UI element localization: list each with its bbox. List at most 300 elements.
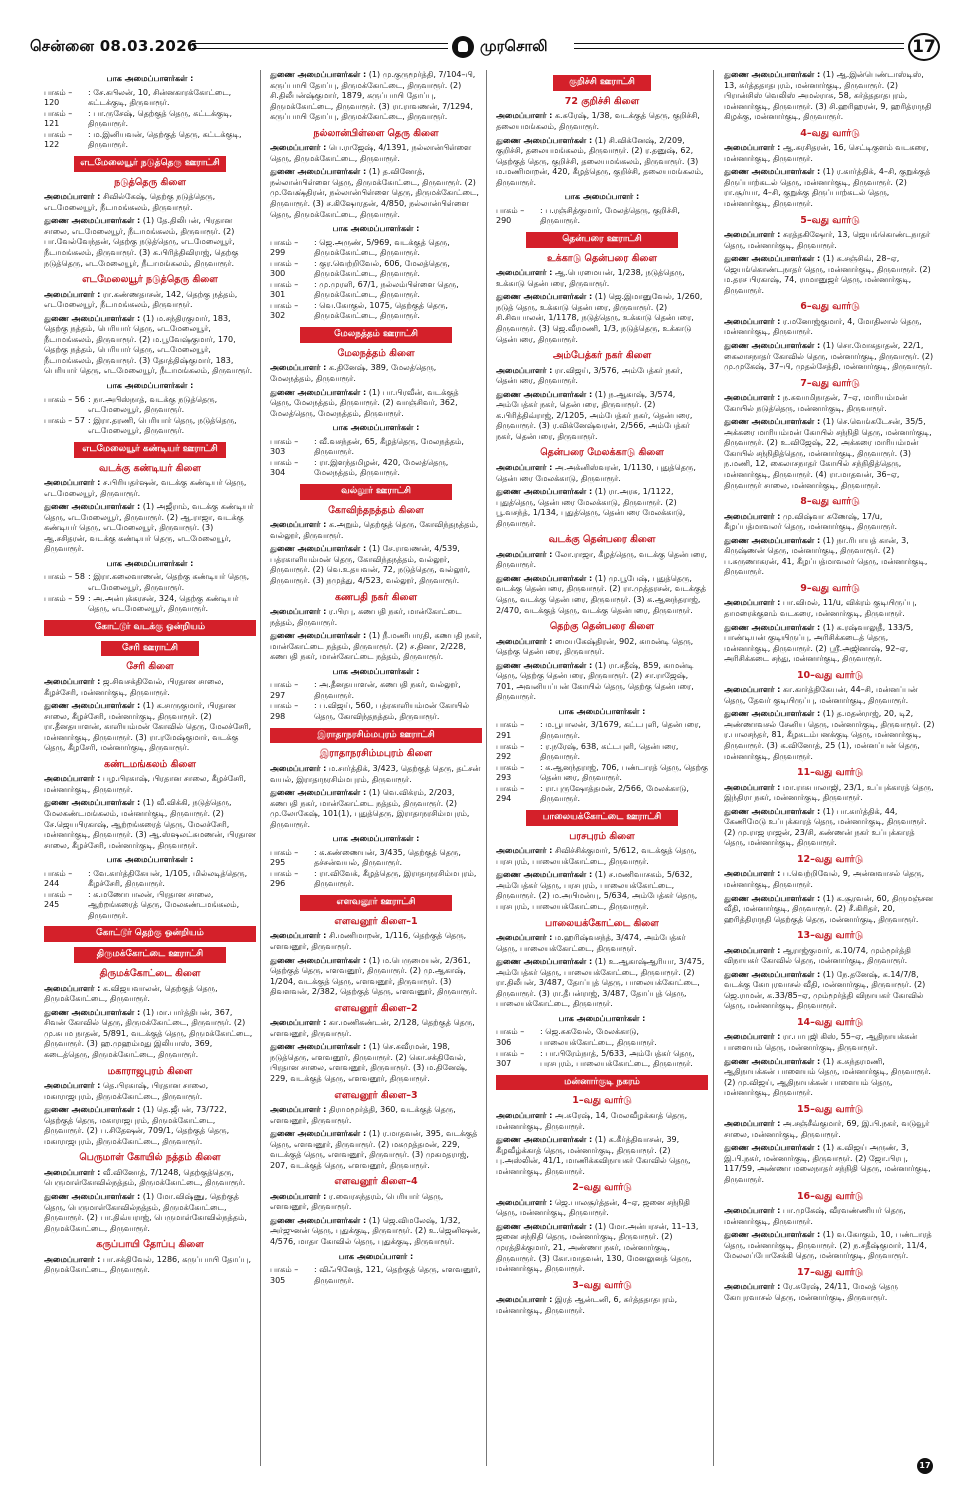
member-details: அ.சுரேஷ், 14, மேலவீழக்காத் தெரு, மன்னார்குடி, திருவாரூர்.: [496, 1111, 688, 1131]
member-entry: [724, 1230, 936, 1262]
booth-details: : அ.அன்புக்கரசன், 324, தெற்கு கண்டியர் தெரு, எடமேலையூர், திருவாரூர்.: [88, 593, 239, 614]
member-entry: [44, 478, 256, 499]
role-label: அமைப்பாளர் :: [496, 268, 553, 278]
member-details: (1) வெ.விக்ரம், 2/203, கணபதி நகர், மான்கோட்டை நத்தம், திருவாரூர். (2) மு.லோகேஷ், 101(1), புதுத்தெரு, இராதாநரசிம்மபுரம், திருவாரூர்.: [270, 788, 470, 829]
section-banner: கோட்டூர் தெற்கு ஒன்றியம்: [44, 926, 256, 942]
member-details: கா.கார்த்திகேயன், 44–சி, மன்னப்பன் தெரு, தேவர் குடியிருப்பு, மன்னார்குடி, திருவாரூர்.: [724, 685, 918, 705]
section-banner: குறிச்சி ஊராட்சி: [553, 75, 651, 91]
member-details: ர.வைரசுந்தரம், பெரியார் தெரு, எளவனூர், திருவாரூர்.: [270, 1191, 444, 1212]
branch-heading: 2–வது வார்டு: [572, 1182, 632, 1194]
booth-entry: [270, 1265, 482, 1286]
branch-heading: 8–வது வார்டு: [800, 496, 860, 508]
role-label: அமைப்பாளர் :: [724, 1282, 781, 1292]
member-details: க.அறும், தெற்குத் தெரு, கோவிந்தநத்தம், வல்லூர், திருவாரூர்.: [270, 520, 479, 540]
masthead-rule-left: [192, 43, 448, 49]
role-label: அமைப்பாளர் :: [724, 316, 781, 326]
member-entry: [496, 292, 708, 345]
subsection-label: பாக அமைப்பாளர்கள் :: [332, 224, 420, 234]
member-entry: [270, 788, 482, 830]
member-details: (1) தே.திலிபன், பிரதான சாலை, எடமேலையூர், நீடாமங்கலம், திருவாரூர். (2) பா.வேல்வேந்தன், தெற்கு நடுத்தெரு, எடமேலையூர், நீடாமங்கலம், திருவாரூர். (3) க.பிரித்திவிராஜ், தெற்கு நடுத்தெரு, எடமேலையூர், நீடாமங்கலம், திருவாரூர்.: [44, 216, 239, 268]
member-entry: [270, 631, 482, 663]
booth-number: பாகம் – 298: [270, 701, 299, 722]
booth-entry: [44, 109, 256, 130]
branch-heading: நடுத்தெரு கிளை: [114, 176, 186, 188]
member-details: ர.பிரபு, கணபதி நகர், மான்கோட்டை நத்தம், திருவாரூர்.: [270, 607, 462, 627]
booth-number: பாகம் – 120: [44, 87, 73, 108]
member-details: க.தினேஷ், 389, மேலத்தெரு, மேலநத்தம், திருவாரூர்.: [270, 363, 437, 383]
member-details: (1) மு.பூபேஷ், புதுத்தெரு, வடக்கு தென்பரை, திருவாரூர். (2) ரா.முத்தரசன், வடக்குத் தெரு, வடக்கு தென்பரை, திருவாரூர். (3) க.ஆனந்தராஜ், 2/470, வடக்குத் தெரு, வடக்கு தென்பரை, திருவாரூர்.: [496, 573, 707, 615]
booth-entry: [44, 395, 256, 416]
member-details: ஜ.சிவசக்திவேல், பிரதான சாலை, கீழச்சேரி, மன்னார்குடி, திருவாரூர்.: [44, 676, 224, 697]
role-label: துணை அமைப்பாளர்கள் :: [44, 313, 141, 323]
member-entry: [724, 1282, 936, 1303]
member-details: பா.சக்திவேல், 1286, கருப்பாயி தோப்பு, திருமக்கோட்டை, திருவாரூர்.: [44, 1254, 252, 1275]
member-details: (1) சி.விக்னேஷ், 2/209, குறிச்சி, தலையமங்கலம், திருவாரூர். (2) ர.தனுஷ், 62, தெற்குத் தெரு, குறிச்சி, தலையமங்கலம், திருவாரூர். (3) ம.மணிமாறன், 420, கீழத்தெரு, குறிச்சி, தலையமங்கலம், திருவாரூர்.: [496, 135, 704, 187]
section-banner: சேரி ஊராட்சி: [101, 641, 199, 657]
member-entry: [44, 1255, 256, 1276]
booth-number: பாகம் – 297: [270, 680, 299, 700]
booth-details: : நா.அபிஸ்நாத், வடக்கு நடுத்தெரு, எடமேலையூர், திருவாரூர்.: [88, 394, 218, 415]
role-label: அமைப்பாளர் :: [270, 607, 327, 617]
booth-details: : பா.ருசேஷ், தெற்குத் தெரு, கட்டக்குடி, திருவாரூர்.: [88, 108, 233, 129]
branch-heading: 5–வது வார்டு: [800, 214, 860, 226]
role-label: அமைப்பாளர் :: [496, 933, 553, 943]
branch-heading: வடக்கு கண்டியர் கிளை: [99, 462, 201, 474]
role-label: அமைப்பாளர் :: [724, 869, 781, 879]
member-details: (1) க.ரஷ்வாலுதீ, 133/5, பாண்டியன் குடியிருப்பு, அரிசிக்கடைத் தெரு, மன்னார்குடி, திருவாரூர். (2) ஸ்ரீ.அஜினாஷ், 92–ஏ, அரிசிக்கடை சந்து, மன்னார்குடி, திருவாரூர்.: [724, 622, 914, 664]
booth-entry: [270, 848, 482, 869]
booth-details: : வீ.வசந்தன், 65, கீழத்தெரு, மேலநத்தம், திருவாரூர்.: [314, 436, 464, 457]
member-details: சிவிச்சிக்குமார், 5/612, வடக்குத் தெரு, பரசபுரம், பாலையக்கோட்டை, திருவாரூர்.: [496, 846, 697, 866]
booth-number: பாகம் – 244: [44, 868, 73, 889]
booth-number: பாகம் – 306: [496, 1027, 525, 1047]
booth-entry: [44, 572, 256, 593]
branch-heading: 14–வது வார்டு: [796, 1016, 864, 1028]
role-label: அமைப்பாளர் :: [496, 1295, 553, 1305]
member-entry: [44, 290, 256, 311]
member-details: (1) க.சுந்தரமணி, ஆதிநாயக்கன் பாளையம் தெரு, மன்னார்குடி, திருவாரூர். (2) மு.விஜய், ஆதிநாயக்கன் பாளையம் தெரு, மன்னார்குடி, திருவாரூர்.: [724, 1056, 931, 1098]
member-details: சிவில்கேஷ், தெற்கு நடுத்தெரு, எடமேலையூர், நீடாமங்கலம், திருவாரூர்.: [44, 192, 216, 212]
role-label: துணை அமைப்பாளர்கள் :: [270, 70, 367, 79]
member-details: (1) சே.ராவணன், 4/539, பத்ரகாளியம்மன் தெரு, கோவிந்தநத்தம், வல்லூர், திருவாரூர். (2) வெ.உதயவன், 72, நடுத்தெரு, வல்லூர், திருவாரூர். (3) நமுத்து, 4/523, வல்லூர், திருவாரூர்.: [270, 544, 471, 586]
member-details: (1) ஜெ.இமானுவேல், 1/260, நடுத் தெரு, உக்காடு தென்பரை, திருவாரூர். (2) சி.சிவபாலன், 1/1178, நடுத்தெரு, உக்காடு தென்பரை, திருவாரூர். (3) ஜெ.வீரமணி, 1/3, நடுத்தெரு, உக்காடு தென்பரை, திருவாரூர்.: [496, 292, 703, 344]
member-entry: [270, 167, 482, 220]
role-label: அமைப்பாளர் :: [44, 1167, 101, 1177]
subsection-label: பாக அமைப்பாளர்கள் :: [332, 666, 420, 676]
member-entry: [270, 70, 482, 123]
member-entry: [496, 1135, 708, 1177]
section-banner: மேலநத்தம் ஊராட்சி: [300, 327, 453, 343]
booth-details: : ப.ரஞ்சித்குமார், மேலத்தெரு, குறிச்சி, திருவாரூர்.: [540, 205, 680, 226]
member-details: சி.மணிமாறன், 1/116, தெற்குத் தெரு, எளவனூர், திருவாரூர்.: [270, 931, 467, 951]
booth-entry: [496, 763, 708, 784]
section-banner: மன்னார்குடி நகரம்: [496, 1075, 708, 1091]
section-banner: வல்லூர் ஊராட்சி: [300, 484, 453, 500]
branch-heading: கோவிந்தநத்தம் கிளை: [328, 504, 424, 516]
role-label: துணை அமைப்பாளர்கள் :: [44, 798, 141, 808]
member-entry: [496, 933, 708, 954]
member-details: வீ.வினோத், 7/1248, தெற்குத்தெரு, பெருமாள்கோவில்நத்தம், திருமக்கோட்டை, திருவாரூர்.: [44, 1167, 246, 1188]
booth-entry: [270, 280, 482, 301]
member-entry: [270, 520, 482, 541]
role-label: துணை அமைப்பாளர்கள் :: [724, 417, 821, 427]
member-entry: [496, 870, 708, 912]
booth-details: : ஜெ.சுகவேல், மேலக்காடு, பாலையக்கோட்டை, திருவாரூர்.: [540, 1027, 657, 1047]
booth-number: பாகம் – 304: [270, 457, 299, 478]
subsection-label: பாக அமைப்பாளர்கள் :: [332, 423, 420, 433]
booth-details: : சே.கபிலன், 10, சின்னகாரக்கோட்டை, கட்டக்குடி, திருவாரூர்.: [88, 87, 232, 108]
booth-entry: [270, 869, 482, 890]
member-details: (1) செ.சுவீரமன், 198, நடுத்தெரு, எளவனூர், திருவாரூர். (2) கொ.சக்திவேல், பிரதான சாலை, எளவனூர், திருவாரூர். (3) ம.தினேஷ், 229, வடக்குத் தெரு, எளவனூர், திருவாரூர்.: [270, 1042, 468, 1083]
booth-number: பாகம் – 56: [44, 394, 85, 404]
member-entry: [44, 701, 256, 754]
role-label: அமைப்பாளர் :: [270, 520, 327, 530]
role-label: துணை அமைப்பாளர்கள் :: [270, 544, 367, 554]
booth-number: பாகம் – 299: [270, 237, 299, 258]
booth-number: பாகம் – 245: [44, 889, 73, 910]
branch-heading: மகாராஜபுரம் கிளை: [107, 1065, 193, 1077]
member-details: (1) ர.கார்த்திக், 4–சி, குறுக்குத் திருப்பாற்கடல் தெரு, மன்னார்குடி, திருவாரூர். (2) ரா.சூர்யா, 4–சி, குறுக்கு திருப்பாற்கடல் தெரு, மன்னார்குடி, திருவாரூர்.: [724, 167, 931, 208]
branch-heading: தென்பரை மேலக்காடு கிளை: [540, 447, 664, 459]
branch-heading: எடமேலையூர் நடுத்தெரு கிளை: [82, 274, 218, 286]
member-details: மா.ராசுபாலாஜி, 23/1, உப்புக்காரத் தெரு, இந்திரா நகர், மன்னார்குடி, திருவாரூர்.: [724, 782, 934, 803]
booth-number: பாகம் – 301: [270, 279, 299, 300]
member-details: பழ.பிரகாஷ், பிரதான சாலை, கீழச்சேரி, மன்னார்குடி, திருவாரூர்.: [44, 774, 247, 794]
member-entry: [270, 1042, 482, 1084]
section-banner: எடமேலையூர் நடுத்தெரு ஊராட்சி: [74, 156, 227, 172]
member-details: க.விஜயவாலன், தெற்குத் தெரு, திருமக்கோட்டை, திருவாரூர்.: [44, 983, 218, 1004]
member-details: சுரத்தகிஷோர், 13, ஜெயங்கொண்டநாதர் தெரு, மன்னார்குடி, திருவாரூர்.: [724, 230, 931, 250]
member-entry: [496, 550, 708, 571]
booth-entry: [44, 130, 256, 151]
booth-details: : இரா.கலைவாணன், தெற்கு கண்டியர் தெரு, எடமேலையூர், திருவாரூர்.: [88, 572, 250, 593]
booth-number: பாகம் – 292: [496, 741, 525, 762]
role-label: அமைப்பாளர் :: [270, 1018, 327, 1028]
booth-number: பாகம் – 291: [496, 720, 525, 740]
role-label: துணை அமைப்பாளர்கள் :: [496, 1221, 593, 1231]
booth-entry: [270, 701, 482, 722]
member-details: ர.மனோஜ்குமார், 4, மோதிலால் தெரு, மன்னார்குடி, திருவாரூர்.: [724, 316, 922, 337]
booth-entry: [44, 594, 256, 615]
member-details: (1) நா.ரிபாயத் கான், 3, கிருஷ்ணன் தெரு, மன்னார்குடி, திருவாரூர். (2) ப.சுருணாகரன், 41, கீழப்பத்மாவலர் தெரு, மன்னார்குடி, திருவாரூர்.: [724, 535, 928, 577]
booth-entry: [270, 301, 482, 322]
subsection-label: பாக அமைப்பாளர் :: [338, 1251, 414, 1261]
member-details: ரா.பாபுஜி கிஸ், 55–ஏ, ஆதிநாயக்கன் பாளையம் தெரு, மன்னார்குடி, திருவாரூர்.: [724, 1032, 918, 1053]
booth-entry: [496, 742, 708, 763]
member-entry: [270, 1192, 482, 1213]
member-details: ப.வெற்றிவேல், 9, அன்னவாசல் தெரு, மன்னார்குடி, திருவாரூர்.: [724, 869, 925, 889]
booth-entry: [270, 437, 482, 458]
member-entry: [496, 661, 708, 703]
subsection-label: பாக அமைப்பாளர்கள் :: [558, 1013, 646, 1023]
role-label: அமைப்பாளர் :: [496, 846, 553, 856]
branch-heading: 1–வது வார்டு: [572, 1095, 632, 1107]
subsection-label: பாக அமைப்பாளர்கள் :: [106, 380, 194, 390]
booth-details: : மு.முரளி, 67/1, நல்லம்பிள்ளை தெரு, திருமக்கோட்டை, திருவாரூர்.: [314, 279, 459, 300]
branch-heading: கணபதி நகர் கிளை: [334, 591, 418, 603]
member-details: ந.சுவாமிநாதன், 7–ஏ, மாரியம்மன் கோயில் நடுத்தெரு, மன்னார்குடி, திருவாரூர்.: [724, 393, 908, 413]
booth-number: பாகம் – 121: [44, 108, 73, 129]
member-entry: [44, 1008, 256, 1061]
member-details: (1) நே.தனேஷ், க.14/7/8, வடக்கு கோபுரவாசல் வீதி, மன்னார்குடி, திருவாரூர். (2) ஜெ.ராமன், க.33/85–ஏ, மும்மூர்த்தி விநாயகர் கோவில் தெரு, மன்னார்குடி, திருவாரூர்.: [724, 969, 926, 1011]
member-entry: [270, 764, 482, 785]
role-label: அமைப்பாளர் :: [44, 983, 101, 993]
booth-number: பாகம் – 303: [270, 436, 299, 457]
role-label: துணை அமைப்பாளர்கள் :: [270, 1129, 367, 1139]
booth-details: : க.மணோபாலன், பிரதான சாலை, ஆற்றங்கரைத் தெரு, மேலகண்டமங்கலம், திருவாரூர்.: [88, 889, 240, 920]
branch-heading: நல்லான்பிள்ளை தெரு கிளை: [313, 127, 439, 139]
member-details: (1) ரா.அரசு, 1/1122, புதுத்தெரு, தென்பரை மேலக்காடு, திருவாரூர். (2) பூ.வசந்த், 1/134, புதுத்தெரு, தென்பரை மேலக்காடு, திருவாரூர்.: [496, 487, 686, 528]
role-label: அமைப்பாளர் :: [724, 1119, 781, 1129]
member-entry: [724, 894, 936, 926]
member-details: ஆ.சுரசிதரன், 16, செட்டிகுளம் வடகரை, மன்னார்குடி, திருவாரூர்.: [724, 143, 929, 163]
role-label: துணை அமைப்பாளர்கள் :: [724, 893, 821, 903]
role-label: அமைப்பாளர் :: [724, 1032, 781, 1042]
member-details: பா.விமல், 11/u, விக்ரம் குடியிருப்பு, தாமரைக்குளம் வடகரை, மன்னார்குடி, திருவாரூர்.: [724, 598, 917, 618]
branch-heading: 6–வது வார்டு: [800, 301, 860, 313]
section-banner: இராதாநரசிம்மபுரம் ஊராட்சி: [270, 728, 482, 744]
booth-entry: [270, 458, 482, 479]
booth-entry: [496, 1049, 708, 1070]
section-banner: எளவனூர் ஊராட்சி: [300, 895, 453, 911]
role-label: அமைப்பாளர் :: [724, 685, 781, 695]
booth-details: : ரா.இளந்தமிழன், 420, மேலத்தெரு, மேலநத்தம், திருவாரூர்.: [314, 457, 449, 478]
member-entry: [496, 574, 708, 616]
member-details: (1) பா.கார்த்திக், 44, கேணிமேடு உப்புக்காரத் தெரு, மன்னார்குடி, திருவாரூர். (2) மு.ராஜ ராஜன், 23/சி, கண்ணன் நகர் உப்புக்காரத் தெரு, மன்னார்குடி, திருவாரூர்.: [724, 806, 927, 848]
role-label: அமைப்பாளர் :: [724, 598, 781, 608]
role-label: துணை அமைப்பாளர்கள் :: [44, 701, 141, 711]
role-label: அமைப்பாளர் :: [724, 143, 781, 153]
member-entry: [724, 709, 936, 762]
member-entry: [724, 1032, 936, 1053]
role-label: துணை அமைப்பாளர்கள் :: [496, 292, 593, 302]
booth-entry: [270, 680, 482, 701]
role-label: அமைப்பாளர் :: [44, 1081, 101, 1091]
role-label: அமைப்பாளர் :: [496, 1111, 553, 1121]
booth-number: பாகம் – 293: [496, 762, 525, 783]
member-entry: [44, 774, 256, 795]
member-entry: [270, 1105, 482, 1126]
section-banner: கோட்டூர் வடக்கு ஒன்றியம்: [44, 620, 256, 636]
member-details: (1) ம.சந்திரகுமார், 183, தெற்கு நத்தம், பெரியார் தெரு, எடமேலையூர், நீடாமங்கலம், திருவாரூர். (2) ம.பூவேஷ்குமார், 170, தெற்கு நத்தம், பெரியார் தெரு, எடமேலையூர், நீடாமங்கலம், திருவாரூர். (3) தோத்திஷ்குமார், 183, பெரியார் தெரு, எடமேலையூர், நீடாமங்கலம், திருவாரூர்.: [44, 313, 253, 376]
member-entry: [270, 1018, 482, 1039]
member-details: ம.சார்த்திக், 3/423, தெற்குத் தெரு, தட்சன் வயல், இராதாநரசிம்மபுரம், திருவாரூர்.: [270, 763, 481, 784]
member-entry: [724, 1057, 936, 1099]
role-label: துணை அமைப்பாளர்கள் :: [270, 167, 367, 177]
booth-details: : ம.இனியவன், தெற்குத் தெரு, கட்டக்குடி, திருவாரூர்.: [88, 129, 242, 150]
role-label: துணை அமைப்பாளர்கள் :: [270, 631, 367, 641]
member-details: பா.முகேஷ், வீரவண்ணியர் தெரு, மன்னார்குடி, திருவாரூர்.: [724, 1206, 906, 1226]
booth-details: : குர.வெற்றிவேல், 606, மேலத்தெரு, திருமக்கோட்டை, திருவாரூர்.: [314, 258, 450, 279]
branch-heading: வடக்கு தென்பரை கிளை: [548, 534, 656, 546]
role-label: அமைப்பாளர் :: [496, 365, 553, 375]
member-entry: [724, 869, 936, 890]
member-entry: [724, 598, 936, 619]
member-details: ஜெ.பாலசூர்த்தன், 4–ஏ, ஜனை சந்நிதி தெரு, மன்னார்குடி, திருவாரூர்.: [496, 1197, 690, 1218]
role-label: துணை அமைப்பாளர்கள் :: [496, 870, 593, 880]
member-entry: [724, 970, 936, 1012]
member-details: (1) க.சஞ்சிவ், 28–ஏ, ஜெயங்கொண்டநாதர் தெரு, மன்னார்குடி, திருவாரூர். (2) ம.தரச பிரகாஷ், 74, ராமானுஜர் தெரு, மன்னார்குடி, திருவாரூர்.: [724, 254, 931, 295]
member-details: கா.மணிகண்டன், 2/128, தெற்குத் தெரு, எளவனூர், திருவாரூர்.: [270, 1018, 475, 1038]
role-label: துணை அமைப்பாளர்கள் :: [270, 788, 367, 798]
member-details: (1) வீ.விக்கி, நடுத்தெரு, மேலகண்டமங்கலம், மன்னார்குடி, திருவாரூர். (2) சே.ஜெயபிரகாஷ், ஆற்றங்கரைத் தெரு, மேலச்சேரி, மன்னார்குடி, திருவாரூர். (3) ஆ.ஸ்ஷலட்சுமணன், பிரதான சாலை, கீழச்சேரி, மன்னார்குடி, திருவாரூர்.: [44, 798, 256, 850]
edition-date: சென்னை 08.03.2026: [30, 37, 198, 55]
booth-entry: [44, 869, 256, 890]
member-details: (1) க.சூரவன், 60, திருமஞ்சன வீதி, மன்னார்குடி, திருவாரூர். (2) சீ.கிரிதர், 20, ஹரித்திராநதி தெற்குத் தெரு, மன்னார்குடி, திருவாரூர்.: [724, 893, 934, 924]
role-label: துணை அமைப்பாளர்கள் :: [724, 70, 821, 79]
member-entry: [724, 317, 936, 338]
branch-heading: பெருமாள் கோயில் நத்தம் கிளை: [79, 1152, 221, 1164]
booth-number: பாகம் – 59: [44, 593, 85, 603]
booth-entry: [496, 1027, 708, 1048]
member-details: (1) அஜீராம், வடக்கு கண்டியர் தெரு, எடமேலையூர், திருவாரூர். (2) ஆ.ராஜா, வடக்கு கண்டியர் தெரு, எடமேலையூர், திருவாரூர். (3) ஆ.சசிதரன், வடக்கு கண்டியர் தெரு, எடமேலையூர், திருவாரூர்.: [44, 502, 254, 554]
member-details: (1) மா.பார்த்திபன், 367, சிவன் கோவில் தெரு, திருமக்கோட்டை, திருவாரூர். (2) மு.சுபம நாதன், 5/891, வடக்குத் தெரு, திருமக்கோட்டை, திருவாரூர். (3) ஹ.முஹம்மது இலியாஸ், 369, கடைத்தெரு, திருமக்கோட்டை, திருவாரூர்.: [44, 1007, 253, 1059]
article-columns: [44, 70, 950, 1466]
role-label: துணை அமைப்பாளர்கள் :: [724, 806, 821, 816]
newspaper-name: முரசொலி: [480, 37, 548, 55]
subsection-label: பாக அமைப்பாளர்கள் :: [558, 706, 646, 716]
role-label: துணை அமைப்பாளர்கள் :: [496, 660, 593, 670]
subsection-label: பாக அமைப்பாளர்கள் :: [106, 855, 194, 865]
booth-number: பாகம் – 122: [44, 129, 73, 150]
role-label: அமைப்பாளர் :: [496, 463, 553, 472]
member-entry: [44, 677, 256, 698]
member-details: இரத் ஆன்டனி, 6, சுர்த்ததாதபுரம், மன்னார்குடி, திருவாரூர்.: [496, 1295, 678, 1315]
member-details: மு.விஷ்வா சுணேஷ், 17/u, கீழப்பத்மாவலர் தெரு, மன்னார்குடி, திருவாரூர்.: [724, 511, 898, 532]
branch-heading: 17–வது வார்டு: [796, 1266, 864, 1278]
member-entry: [44, 1081, 256, 1102]
member-entry: [496, 637, 708, 658]
member-details: மையகேஷ்திரன், 902, காமன்டி தெரு, தெற்கு தென்பரை, திருவாரூர்.: [496, 636, 694, 657]
branch-heading: திருமக்கோட்டை கிளை: [99, 968, 201, 980]
member-entry: [44, 216, 256, 269]
role-label: துணை அமைப்பாளர்கள் :: [724, 622, 821, 632]
member-entry: [44, 314, 256, 377]
member-details: ம.ஹரிஷ்வசந்த், 3/474, அம்பேத்கர் தெரு, பாலையக்கோட்டை, திருவாரூர்.: [496, 933, 686, 953]
section-banner: திருமக்கோட்டை ஊராட்சி: [74, 947, 227, 963]
column-2: [270, 70, 482, 1466]
subsection-label: பாக அமைப்பாளர் :: [564, 192, 640, 202]
booth-entry: [496, 206, 708, 227]
role-label: துணை அமைப்பாளர்கள் :: [496, 487, 593, 497]
member-entry: [724, 341, 936, 373]
booth-entry: [44, 890, 256, 922]
booth-number: பாகம் – 294: [496, 783, 525, 804]
role-label: அமைப்பாளர் :: [44, 478, 101, 488]
role-label: அமைப்பாளர் :: [270, 1191, 327, 1201]
section-banner: தென்பரை ஊராட்சி: [526, 232, 679, 248]
branch-heading: பாலையக்கோட்டை கிளை: [545, 917, 659, 929]
role-label: துணை அமைப்பாளர்கள் :: [270, 387, 367, 397]
role-label: அமைப்பாளர் :: [724, 782, 781, 792]
booth-details: : விஃபினேத், 121, தெற்குத் தெரு, எளவனூர், திருவாரூர்.: [314, 1265, 481, 1285]
member-details: (1) வ.கோகும், 10, பண்டாரத் தெரு, மன்னார்குடி, திருவாரூர். (2) ந.சதீஷ்குமார், 11/4, மேலலப்போசேக்கி தெரு, மன்னார்குடி, திருவாரூர்.: [724, 1230, 932, 1261]
branch-heading: 10–வது வார்டு: [796, 669, 864, 681]
branch-heading: எளவனூர் கிளை–4: [334, 1176, 418, 1188]
booth-details: : ரா.விவேக், கீழத்தெரு, இராதாநரசிம்மபுரம், திருவாரூர்.: [314, 868, 477, 889]
member-details: (1) தெ.ஜீபன், 73/722, தெற்குத் தெரு, மகாராஜபுரம், திருமக்கோட்டை, திருவாரூர். (2) ப.சிதேஷன், 709/1, தெற்குத் தெரு, மகாராஜபுரம், திருமக்கோட்டை, திருவாரூர்.: [44, 1105, 230, 1146]
branch-heading: 72 குறிச்சி கிளை: [564, 95, 640, 107]
branch-heading: 9–வது வார்டு: [800, 582, 860, 594]
member-entry: [270, 1129, 482, 1171]
member-entry: [496, 136, 708, 189]
member-details: (1) சொ.மோகதாதன், 22/1, கைலாசநாதர் கோவில் தெரு, மன்னார்குடி, திருவாரூர். (2) மு.முகேஷ், 37–பி, முதல்சேத்தி, மன்னார்குடி, திருவாரூர்.: [724, 340, 934, 372]
member-entry: [724, 623, 936, 665]
member-details: ச.பிரியதர்ஷன், வடக்கு கண்டியர் தெரு, எடமேலையூர், திருவாரூர்.: [44, 478, 247, 498]
branch-heading: கருப்பாயி தோப்பு கிளை: [96, 1239, 204, 1251]
branch-heading: 11–வது வார்டு: [796, 767, 864, 779]
column-3: [496, 70, 708, 1466]
role-label: அமைப்பாளர் :: [44, 289, 101, 299]
branch-heading: எளவனூர் கிளை–1: [334, 915, 418, 927]
member-details: (1) ச.மணிவாசகம், 5/632, அம்பேத்கர் தெரு, பரசபுரம், பாலையக்கோட்டை, திருவாரூர். (2) ம.அபிமன்யு, 5/634, அம்பேத்கர் தெரு, பரசபுரம், பாலையக்கோட்டை, திருவாரூர்.: [496, 870, 698, 911]
booth-number: பாகம் – 302: [270, 300, 299, 321]
booth-entry: [44, 88, 256, 109]
member-details: பெ.ராஜேஷ், 4/1391, நல்லான்பிள்ளை தெரு, திருமக்கோட்டை, திருவாரூர்.: [270, 143, 472, 163]
branch-heading: எளவனூர் கிளை–3: [334, 1089, 418, 1101]
member-details: (1) க.கீர்த்திவாசன், 39, கீழவீழ்க்காத் தெரு, மன்னார்குடி, திருவாரூர். (2) பு.அஸ்லின், 41/1, மாணிக்கவிநாயகர் கோவில் தெரு, மன்னார்குடி, திருவாரூர்.: [496, 1135, 691, 1176]
member-details: (1) ம.பெருமையன், 2/361, தெற்குத் தெரு, எளவனூர், திருவாரூர். (2) மு.ஆகாஷ், 1/204, வடக்குத் தெரு, எளவனூர், திருவாரூர். (3) திவளவன், 2/382, தெற்குத் தெரு, எளவனூர், திருவாரூர்.: [270, 955, 478, 997]
member-entry: [724, 254, 936, 296]
booth-number: பாகம் – 296: [270, 868, 299, 889]
role-label: அமைப்பாளர் :: [270, 363, 327, 373]
branch-heading: 3–வது வார்டு: [572, 1279, 632, 1291]
member-details: ரா.கண்ணதாசன், 142, தெற்கு நத்தம், எடமேலையூர், நீடாமங்கலம், திருவாரூர்.: [44, 289, 238, 310]
member-entry: [496, 1111, 708, 1132]
member-details: ஆ.பெரமையன், 1/238, நடுத்தெரு, உக்காடு தென்பரை, திருவாரூர்.: [496, 268, 685, 288]
role-label: அமைப்பாளர் :: [270, 763, 327, 773]
member-details: ரா.விஜய், 3/576, அம்பேத்கர் நகர், தென்பரை, திருவாரூர்.: [496, 365, 683, 386]
branch-heading: தெற்கு தென்பரை கிளை: [549, 621, 655, 633]
role-label: துணை அமைப்பாளர்கள் :: [270, 1215, 367, 1225]
role-label: துணை அமைப்பாளர்கள் :: [44, 502, 141, 512]
booth-number: பாகம் – 290: [496, 205, 525, 226]
member-details: ஆராஜ்குமார், க.10/74, மும்மூர்த்தி விநாயகர் கோவில் தெரு, மன்னார்குடி, திருவாரூர்.: [724, 945, 911, 966]
page-number-badge: 17: [908, 33, 940, 61]
role-label: அமைப்பாளர் :: [496, 549, 553, 559]
branch-heading: 7–வது வார்டு: [800, 377, 860, 389]
member-details: (1) ர.மாதவன், 395, வடக்குத் தெரு, எளவனூர், திருவாரூர். (2) மகமுத்தமன், 229, வடக்குத் தெரு, எளவனூர், திருவாரூர். (3) முகமதராஜ், 207, வடக்குத் தெரு, எளவனூர், திருவாரூர்.: [270, 1129, 478, 1170]
masthead: [14, 30, 958, 60]
booth-details: : ஜெ.அருண், 5/969, வடக்குத் தெரு, திருமக்கோட்டை, திருவாரூர்.: [314, 237, 450, 258]
role-label: துணை அமைப்பாளர்கள் :: [496, 135, 593, 145]
role-label: அமைப்பாளர் :: [496, 636, 553, 646]
member-entry: [496, 957, 708, 1010]
branch-heading: அம்பேத்கர் நகர் கிளை: [552, 350, 652, 362]
role-label: அமைப்பாளர் :: [270, 143, 327, 153]
member-entry: [270, 607, 482, 628]
role-label: துணை அமைப்பாளர்கள் :: [496, 573, 593, 583]
booth-details: : அ.தீனதயாளன், கணபதி நகர், வல்லூர், திருவாரூர்.: [314, 680, 461, 700]
member-details: தெ.பிரகாஷ், பிரதான சாலை, மகாராஜபுரம், திருமக்கோட்டை, திருவாரூர்.: [44, 1081, 209, 1101]
role-label: துணை அமைப்பாளர்கள் :: [724, 167, 821, 177]
booth-entry: [496, 784, 708, 805]
role-label: துணை அமைப்பாளர்கள் :: [724, 969, 821, 979]
role-label: அமைப்பாளர் :: [724, 511, 781, 521]
role-label: துணை அமைப்பாளர்கள் :: [270, 1042, 367, 1052]
branch-heading: 4–வது வார்டு: [800, 127, 860, 139]
column-1: [44, 70, 256, 1466]
member-entry: [44, 1105, 256, 1147]
branch-heading: கண்டமங்கலம் கிளை: [104, 758, 196, 770]
booth-entry: [270, 238, 482, 259]
member-entry: [496, 1198, 708, 1219]
member-entry: [724, 783, 936, 804]
branch-heading: 16–வது வார்டு: [796, 1190, 864, 1202]
role-label: அமைப்பாளர் :: [270, 1105, 327, 1115]
member-entry: [270, 1216, 482, 1248]
member-entry: [270, 388, 482, 420]
